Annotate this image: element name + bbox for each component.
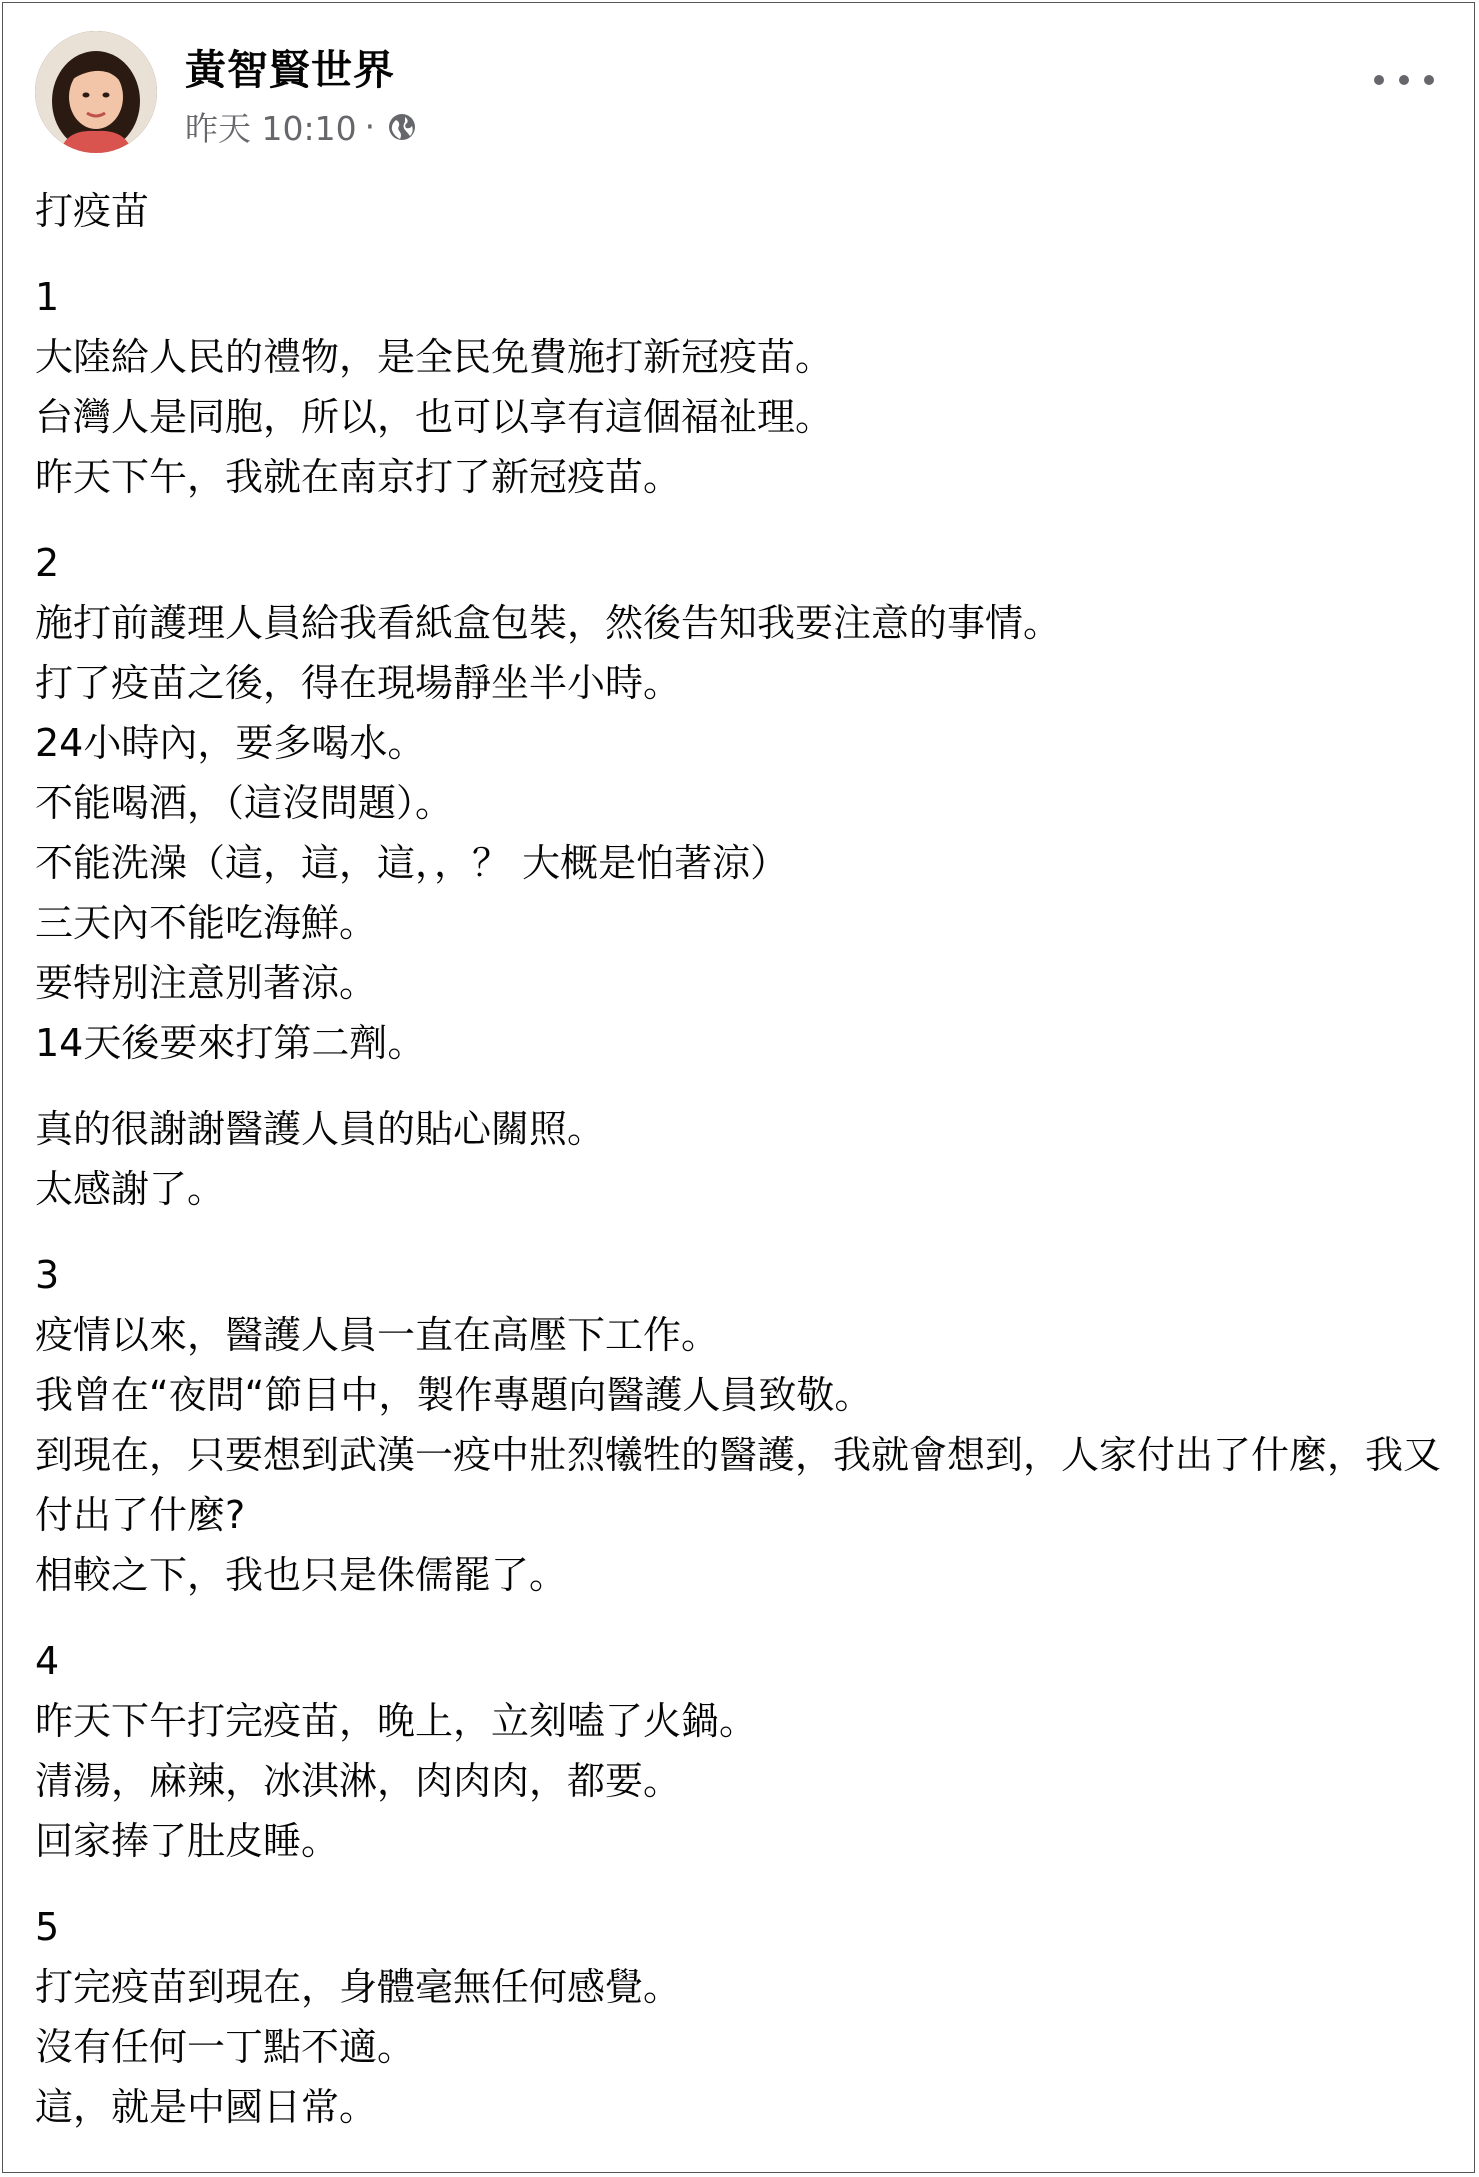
post-text-line: 不能喝酒，（這沒問題）。: [35, 781, 454, 825]
author-avatar[interactable]: [35, 31, 157, 153]
post-text-line: 清湯，麻辣，冰淇淋，肉肉肉，都要。: [35, 1759, 682, 1803]
post-text-line: 沒有任何一丁點不適。: [35, 2025, 416, 2069]
more-options-icon[interactable]: [1374, 65, 1434, 95]
post-text-line: 2: [35, 541, 60, 585]
post-paragraph: [35, 533, 1444, 1073]
post-paragraph: [35, 1245, 1444, 1605]
post-text-line: 三天內不能吃海鮮。: [35, 901, 378, 945]
post-text-line: 回家捧了肚皮睡。: [35, 1819, 340, 1863]
post-paragraph: [35, 1897, 1444, 2137]
meta-separator: ·: [364, 107, 376, 146]
post-paragraph: [35, 1631, 1444, 1871]
post-text-line: 到現在，只要想到武漢一疫中壯烈犧牲的醫護，我就會想到，人家付出了什麼，我又付出了什麼?: [35, 1433, 1442, 1537]
post-text-line: 1: [35, 275, 60, 319]
post-text-line: 打了疫苗之後，得在現場靜坐半小時。: [35, 661, 682, 705]
more-dot: [1424, 75, 1434, 85]
post-body: [35, 181, 1444, 2163]
post-text-line: 打疫苗: [35, 189, 150, 233]
post-text-line: 太感謝了。: [35, 1167, 226, 1211]
post-text-line: 5: [35, 1905, 60, 1949]
post-text-line: 不能洗澡（這，這，這，，？ 大概是怕著涼）: [35, 841, 789, 885]
post-timestamp[interactable]: 昨天 10:10: [185, 109, 357, 148]
post-text-line: 4: [35, 1639, 60, 1683]
post-meta: [185, 103, 417, 150]
post-text-line: 打完疫苗到現在，身體毫無任何感覺。: [35, 1965, 682, 2009]
more-dot: [1399, 75, 1409, 85]
post-header: [35, 31, 1434, 155]
avatar-portrait: [35, 31, 157, 153]
post-paragraph: [35, 267, 1444, 507]
post-paragraph: [35, 1099, 1444, 1219]
post-text-line: 這，就是中國日常。: [35, 2085, 378, 2129]
post-text-line: 真的很謝謝醫護人員的貼心關照。: [35, 1107, 606, 1151]
post-text-line: 昨天下午，我就在南京打了新冠疫苗。: [35, 455, 682, 499]
post-text-line: 昨天下午打完疫苗，晚上，立刻嗑了火鍋。: [35, 1699, 758, 1743]
post-text-line: 台灣人是同胞，所以，也可以享有這個福祉理。: [35, 395, 834, 439]
post-text-line: 14天後要來打第二劑。: [35, 1021, 426, 1065]
more-dot: [1374, 75, 1384, 85]
post-text-line: 施打前護理人員給我看紙盒包裝，然後告知我要注意的事情。: [35, 601, 1062, 645]
post-text-line: 3: [35, 1253, 60, 1297]
post-text-line: 大陸給人民的禮物，是全民免費施打新冠疫苗。: [35, 335, 834, 379]
post-text-line: 相較之下，我也只是侏儒罷了。: [35, 1553, 568, 1597]
facebook-post: [2, 2, 1475, 2173]
post-paragraph: [35, 181, 1444, 241]
post-text-line: 疫情以來，醫護人員一直在高壓下工作。: [35, 1313, 720, 1357]
globe-icon[interactable]: [387, 112, 417, 142]
author-name[interactable]: 黃智賢世界: [185, 46, 395, 94]
post-text-line: 要特別注意別著涼。: [35, 961, 378, 1005]
post-text-line: 我曾在“夜問“節目中，製作專題向醫護人員致敬。: [35, 1373, 873, 1417]
post-text-line: 24小時內，要多喝水。: [35, 721, 426, 765]
